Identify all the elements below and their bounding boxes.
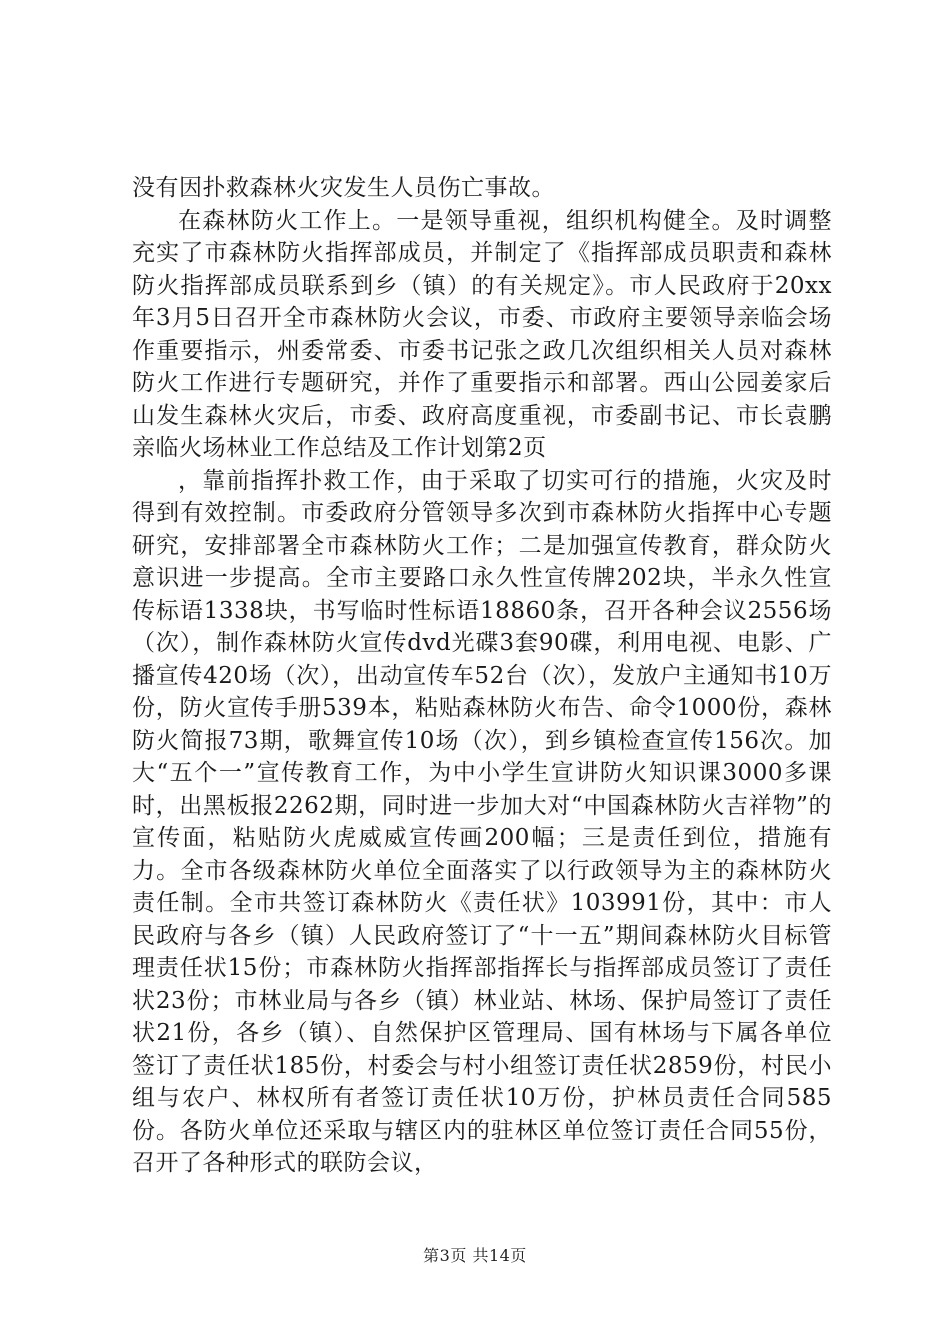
page-footer [0, 1243, 950, 1266]
paragraph-3: ，靠前指挥扑救工作，由于采取了切实可行的措施，火灾及时得到有效控制。市委政府分管领导多次到市森林防火指挥中心专题研究，安排部署全市森林防火工作；二是加强宣传教育，群众防火意识进一步提高。全市主要路口永久性宣传牌202块，半永久性宣传标语1338块，书写临时性标语18860条，召开各种会议2556场（次），制作森林防火宣传dvd光碟3套90碟，利用电视、电影、广播宣传420场（次），出动宣传车52台（次），发放户主通知书10万份，防火宣传手册539本，粘贴森林防火布告、命令1000份，森林防火简报73期，歌舞宣传10场（次），到乡镇检查宣传156次。加大“五个一”宣传教育工作，为中小学生宣讲防火知识课3000多课时，出黑板报2262期，同时进一步加大对“中国森林防火吉祥物”的宣传面，粘贴防火虎威威宣传画200幅；三是责任到位，措施有力。全市各级森林防火单位全面落实了以行政领导为主的森林防火责任制。全市共签订森林防火《责任状》103991份，其中：市人民政府与各乡（镇）人民政府签订了“十一五”期间森林防火目标管理责任状15份；市森林防火指挥部指挥长与指挥部成员签订了责任状23份；市林业局与各乡（镇）林业站、林场、保护局签订了责任状21份，各乡（镇）、自然保护区管理局、国有林场与下属各单位签订了责任状185份，村委会与村小组签订责任状2859份，村民小组与农户、林权所有者签订责任状10万份，护林员责任合同585份。各防火单位还采取与辖区内的驻林区单位签订责任合同55份，召开了各种形式的联防会议， [132, 467, 832, 1176]
paragraph-1: 没有因扑救森林火灾发生人员伤亡事故。 [132, 175, 555, 201]
paragraph-2: 在森林防火工作上。一是领导重视，组织机构健全。及时调整充实了市森林防火指挥部成员，并制定了《指挥部成员职责和森林防火指挥部成员联系到乡（镇）的有关规定》。市人民政府于20xx年3月5日召开全市森林防火会议，市委、市政府主要领导亲临会场作重要指示，州委常委、市委书记张之政几次组织相关人员对森林防火工作进行专题研究，并作了重要指示和部署。西山公园姜家后山发生森林火灾后，市委、政府高度重视，市委副书记、市长袁鹏亲临火场林业工作总结及工作计划第2页 [132, 207, 832, 461]
page-number-indicator: 第3页 共14页 [423, 1246, 527, 1265]
document-body [132, 172, 832, 1180]
